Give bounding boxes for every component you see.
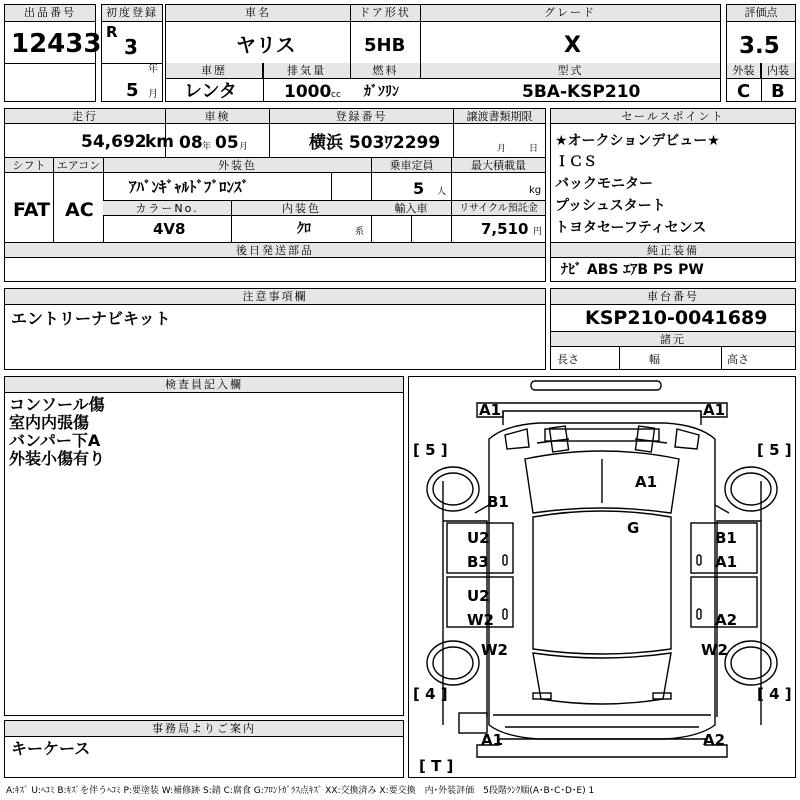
exterior-grade: C — [737, 81, 751, 102]
equipment-label: 純正装備 — [551, 243, 795, 258]
mark-front-door-right-1: B1 — [715, 529, 737, 547]
caution-box — [4, 288, 546, 370]
mark-rear-door-left-2: W2 — [467, 611, 494, 629]
chassis-label: 車台番号 — [551, 289, 795, 305]
era: R — [106, 23, 118, 41]
inspector-note: バンパー下A — [9, 431, 101, 450]
aircon-label: エアコン — [53, 158, 103, 173]
inspector-label: 検査員記入欄 — [5, 377, 403, 393]
first-reg-year: 3 — [124, 35, 138, 59]
car-name: ヤリス — [236, 33, 296, 57]
history-label: 車歴 — [166, 63, 263, 79]
exterior-label: 外装 — [727, 63, 761, 79]
later-parts-label: 後日発送部品 — [5, 243, 545, 258]
caution-label: 注意事項欄 — [5, 289, 545, 305]
score: 3.5 — [739, 33, 780, 59]
first-reg-month: 5 — [126, 80, 139, 101]
sales-point: ★オークションデビュー★ — [555, 133, 720, 149]
tire-front-left: [ 5 ] — [413, 441, 448, 459]
tire-front-right: [ 5 ] — [757, 441, 792, 459]
mark-bonnet: A1 — [635, 473, 658, 491]
registration-number: 横浜 503ﾜ2299 — [309, 133, 441, 153]
mark-rear-fender-right: W2 — [701, 641, 728, 659]
transfer-label: 譲渡書類期限 — [453, 109, 545, 124]
sales-points-box — [550, 108, 796, 282]
recycle-fee: 7,510 — [481, 220, 529, 238]
spec-height: 高さ — [727, 353, 749, 366]
car-diagram — [409, 377, 795, 777]
mark-rear-door-left-1: U2 — [467, 587, 490, 605]
import-label: 輸入車 — [371, 201, 451, 216]
mileage-label: 走行 — [5, 109, 165, 124]
mileage: 54,692 — [81, 132, 147, 152]
model-code: 5BA-KSP210 — [522, 82, 641, 102]
interior-label: 内装 — [761, 63, 795, 79]
chassis-box — [550, 288, 796, 370]
ext-color-label: 外装色 — [103, 158, 371, 173]
mark-front-bumper-right: A1 — [703, 401, 726, 419]
interior-grade: B — [771, 81, 785, 102]
color-no-label: カラーNo. — [103, 201, 231, 216]
caution-text: エントリーナビキット — [11, 309, 171, 328]
capacity: 5 — [413, 179, 425, 198]
inspector-box — [4, 376, 404, 716]
spec-width: 幅 — [649, 353, 660, 366]
mark-front-door-right-2: A1 — [715, 553, 738, 571]
sales-point: トヨタセーフティセンス — [555, 220, 707, 236]
inspector-note: 室内内張傷 — [9, 413, 90, 432]
mark-front-bumper-left: A1 — [479, 401, 502, 419]
color-no: 4V8 — [153, 220, 186, 238]
door-type: 5HB — [364, 35, 406, 56]
score-label: 評価点 — [727, 5, 795, 22]
lot-number-label: 出品番号 — [5, 5, 95, 22]
damage-legend: A:ｷｽﾞ U:ﾍｺﾐ B:ｷｽﾞを伴うﾍｺﾐ P:要塗装 W:補修跡 S:錆 C:腐食 G:ﾌﾛﾝﾄｶﾞﾗｽ点ｷｽﾞ XX:交換済み X:要交換 内･外装評価 5段階ﾗﾝｸ順(A･B･C･D･E) 1 — [6, 786, 595, 796]
mark-front-door-left-1: U2 — [467, 529, 490, 547]
registration-label: 登録番号 — [269, 109, 453, 124]
tire-rear-left: [ 4 ] — [413, 685, 448, 703]
lot-number-box — [4, 4, 102, 102]
mark-rear-door-right: A2 — [715, 611, 738, 629]
capacity-label: 乗車定員 — [371, 158, 451, 173]
shift: FAT — [13, 199, 50, 221]
grade-label: グレード — [420, 5, 720, 22]
office-text: キーケース — [11, 739, 91, 758]
damage-diagram-box — [408, 376, 796, 778]
grade: X — [564, 33, 581, 58]
sales-point: プッシュスタート — [555, 198, 666, 214]
door-label: ドア形状 — [350, 5, 420, 22]
mark-roof: G — [627, 519, 640, 537]
aircon: AC — [65, 199, 94, 221]
inspector-note: コンソール傷 — [9, 395, 105, 414]
inspection-year: 08 — [179, 133, 203, 153]
mark-rear-bumper-right: A2 — [703, 731, 726, 749]
equipment: ﾅﾋﾞ ABS ｴｱB PS PW — [561, 262, 704, 278]
chassis-number: KSP210-0041689 — [585, 307, 768, 329]
score-box — [726, 4, 796, 102]
spec-length: 長さ — [557, 353, 579, 366]
tire-rear-right: [ 4 ] — [757, 685, 792, 703]
recycle-label: リサイクル預託金 — [451, 201, 545, 216]
mark-front-fender-left: B1 — [487, 493, 509, 511]
office-label: 事務局よりご案内 — [5, 721, 403, 737]
shift-label: シフト — [5, 158, 53, 173]
details-box: 走行 車検 登録番号 譲渡書類期限 54,692 km 08 年 05 月 横浜 503ﾜ2299 月 日 シフト エアコン 外装色 乗車定員 最大積載量 ｱﾊﾞﾝｷﾞｬﾙﾄﾞﾌﾞﾛﾝｽﾞ 5 人 kg FAT AC カラーNo. 内装色 輸入車 リサイクル預託金 4V8 ｸﾛ 系 7,510 円 後日発送部品 — [4, 108, 546, 282]
fuel: ｶﾞｿﾘﾝ — [364, 84, 399, 100]
ext-color: ｱﾊﾞﾝｷﾞｬﾙﾄﾞﾌﾞﾛﾝｽﾞ — [129, 178, 250, 196]
first-registration-label: 初度登録 — [102, 5, 162, 22]
sales-point: ＩＣＳ — [555, 154, 597, 170]
mark-rear-fender-left: W2 — [481, 641, 508, 659]
displacement: 1000 — [284, 82, 332, 102]
fuel-label: 燃料 — [350, 63, 420, 79]
mark-front-door-left-2: B3 — [467, 553, 489, 571]
sales-point: バックモニター — [555, 176, 653, 192]
max-load-label: 最大積載量 — [451, 158, 545, 173]
int-color: ｸﾛ — [297, 221, 311, 237]
car-name-label: 車名 — [166, 5, 350, 22]
inspector-note: 外装小傷有り — [9, 449, 106, 468]
history: レンタ — [184, 81, 237, 102]
model-label: 型式 — [420, 63, 720, 79]
sales-points-label: セールスポイント — [551, 109, 795, 124]
int-color-label: 内装色 — [231, 201, 371, 216]
specs-label: 諸元 — [551, 332, 795, 347]
lot-number: 12433 — [11, 29, 102, 59]
trunk-mark: [ T ] — [419, 757, 454, 775]
first-registration-box: 初度登録 R 3 年 5 月 — [101, 4, 163, 102]
inspection-month: 05 — [215, 133, 239, 153]
vehicle-info-box: 車名 ドア形状 グレード ヤリス 5HB X 車歴 排気量 燃料 型式 レンタ 1000 cc ｶﾞｿﾘﾝ 5BA-KSP210 — [165, 4, 721, 102]
mark-rear-bumper-left: A1 — [481, 731, 504, 749]
office-box — [4, 720, 404, 778]
inspection-label: 車検 — [165, 109, 269, 124]
displacement-label: 排気量 — [263, 63, 350, 79]
